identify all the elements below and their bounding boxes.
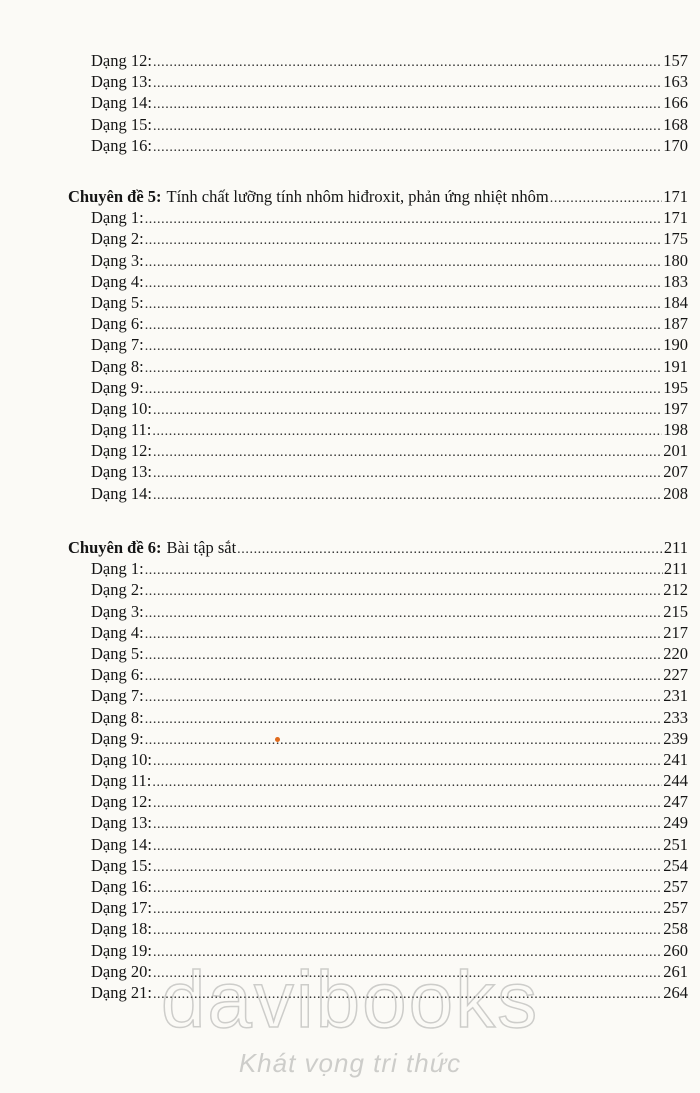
entry-page: 227: [663, 665, 688, 685]
entry-label: Dạng 12:: [91, 441, 152, 461]
dot-leader: [145, 273, 663, 294]
toc-entry: [68, 92, 688, 113]
entry-page: 195: [663, 377, 688, 397]
toc-entry: [68, 579, 688, 600]
entry-label: Dạng 18:: [91, 919, 152, 939]
toc-entry: [68, 250, 688, 271]
dot-leader: [153, 793, 662, 814]
entry-page: 168: [663, 114, 688, 134]
dot-leader: [550, 188, 662, 209]
entry-label: Dạng 3:: [91, 250, 144, 270]
entry-label: Dạng 16:: [91, 877, 152, 896]
entry-page: 183: [663, 271, 688, 291]
entry-page: 191: [663, 356, 688, 376]
entry-page: 261: [663, 961, 688, 981]
dot-leader: [153, 814, 662, 835]
entry-label: Dạng 14:: [91, 483, 152, 503]
entry-page: 257: [663, 898, 688, 918]
watermark-slogan: Khát vọng tri thức: [238, 1048, 462, 1078]
entry-label: Dạng 16:: [91, 135, 152, 155]
toc-entry: [68, 207, 688, 228]
ink-speck: [275, 737, 280, 742]
toc-entry: [68, 834, 688, 855]
dot-leader: [153, 137, 662, 158]
entry-page: 257: [663, 877, 688, 896]
entry-page: 201: [663, 441, 688, 461]
dot-leader: [145, 666, 663, 687]
dot-leader: [153, 485, 662, 506]
entry-label: Dạng 11:: [91, 771, 152, 791]
entry-page: 249: [663, 813, 688, 833]
section-title: Bài tập sắt: [166, 538, 237, 557]
dot-leader: [145, 687, 663, 708]
entry-page: 212: [663, 580, 688, 600]
entry-label: Dạng 5:: [91, 643, 144, 663]
entry-page: 207: [663, 462, 688, 482]
entry-label: Dạng 7:: [91, 686, 144, 706]
entry-page: 233: [663, 707, 688, 727]
toc-entry: [68, 271, 688, 292]
entry-page: 170: [663, 135, 688, 155]
entry-page: 258: [663, 919, 688, 939]
entry-label: Dạng 8:: [91, 707, 144, 727]
dot-leader: [153, 73, 662, 94]
entry-label: Dạng 14:: [91, 834, 152, 854]
dot-leader: [152, 772, 662, 793]
entry-page: 215: [663, 601, 688, 621]
dot-leader: [145, 581, 663, 602]
entry-page: 220: [663, 643, 688, 663]
dot-leader: [152, 421, 662, 442]
entry-label: Dạng 4:: [91, 622, 144, 642]
entry-label: Dạng 14:: [91, 93, 152, 113]
dot-leader: [153, 52, 662, 73]
toc-entry: [68, 664, 688, 685]
toc-entry: [68, 855, 688, 876]
toc-entry: [68, 791, 688, 812]
dot-leader: [153, 751, 662, 772]
entry-label: Dạng 7:: [91, 335, 144, 355]
entry-page: 244: [663, 771, 688, 791]
entry-label: Dạng 19:: [91, 940, 152, 960]
toc-entry: [68, 622, 688, 643]
entry-page: 198: [663, 420, 688, 440]
toc-entry: [68, 292, 688, 313]
entry-label: Dạng 10:: [91, 749, 152, 769]
dot-leader: [153, 463, 662, 484]
toc-top-list: [68, 50, 688, 156]
toc-entry: [68, 398, 688, 419]
toc-entry: [68, 135, 688, 156]
entry-page: 190: [663, 335, 688, 355]
entry-page: 211: [663, 559, 688, 579]
entry-page: 175: [663, 229, 688, 249]
entry-page: 171: [663, 208, 688, 228]
toc-entry: [68, 770, 688, 791]
entry-page: 247: [663, 792, 688, 812]
entry-page: 231: [663, 686, 688, 706]
dot-leader: [153, 899, 662, 920]
entry-page: 187: [663, 314, 688, 334]
entry-page: 197: [663, 398, 688, 418]
section-title: Tính chất lưỡng tính nhôm hiđroxit, phản ứng nhiệt nhôm: [166, 187, 549, 206]
toc-section-6: [68, 537, 688, 1003]
entry-label: Dạng 21:: [91, 982, 152, 1002]
toc-entry: [68, 707, 688, 728]
dot-leader: [145, 560, 663, 581]
section-heading: [68, 186, 688, 207]
entry-page: 264: [663, 982, 688, 1002]
toc-entry: [68, 812, 688, 833]
toc-entry: [68, 377, 688, 398]
entry-label: Dạng 12:: [91, 51, 152, 70]
section-page: 171: [663, 187, 688, 206]
toc-entry: [68, 728, 688, 749]
entry-page: 251: [663, 834, 688, 854]
dot-leader: [153, 836, 662, 857]
dot-leader: [153, 116, 662, 137]
dot-leader: [145, 252, 663, 273]
entry-label: Dạng 15:: [91, 855, 152, 875]
entry-label: Dạng 9:: [91, 377, 144, 397]
entry-page: 241: [663, 749, 688, 769]
toc-entry: [68, 483, 688, 504]
dot-leader: [145, 645, 663, 666]
entry-label: Dạng 10:: [91, 398, 152, 418]
entry-page: 180: [663, 250, 688, 270]
toc-entry: [68, 643, 688, 664]
entry-label: Dạng 12:: [91, 792, 152, 812]
section-label: Chuyên đề 6:: [68, 538, 162, 557]
dot-leader: [145, 336, 663, 357]
entry-page: 166: [663, 93, 688, 113]
entry-label: Dạng 13:: [91, 462, 152, 482]
toc-entry: [68, 749, 688, 770]
entry-label: Dạng 11:: [91, 420, 152, 440]
entry-label: Dạng 5:: [91, 292, 144, 312]
toc-entry: [68, 50, 688, 71]
entry-label: Dạng 1:: [91, 559, 144, 579]
toc-entry: [68, 558, 688, 579]
entry-page: 260: [663, 940, 688, 960]
toc-entry: [68, 461, 688, 482]
toc-entry: [68, 440, 688, 461]
dot-leader: [153, 878, 662, 899]
entry-label: Dạng 1:: [91, 208, 144, 228]
dot-leader: [153, 920, 662, 941]
entry-label: Dạng 17:: [91, 898, 152, 918]
toc-entry: [68, 356, 688, 377]
dot-leader: [153, 442, 662, 463]
entry-label: Dạng 3:: [91, 601, 144, 621]
entry-label: Dạng 15:: [91, 114, 152, 134]
entry-label: Dạng 4:: [91, 271, 144, 291]
entry-page: 208: [663, 483, 688, 503]
entry-label: Dạng 13:: [91, 72, 152, 92]
entry-page: 254: [663, 855, 688, 875]
toc-entry: [68, 685, 688, 706]
toc-section-5: [68, 186, 688, 504]
entry-page: 157: [663, 51, 688, 70]
toc-entry: [68, 71, 688, 92]
toc-entry: [68, 334, 688, 355]
dot-leader: [237, 539, 663, 560]
dot-leader: [153, 94, 662, 115]
entry-label: Dạng 2:: [91, 580, 144, 600]
toc-entry: [68, 114, 688, 135]
entry-page: 239: [663, 728, 688, 748]
entry-label: Dạng 9:: [91, 728, 144, 748]
section-page: 211: [663, 538, 688, 557]
dot-leader: [145, 379, 663, 400]
dot-leader: [145, 209, 663, 230]
entry-label: Dạng 6:: [91, 314, 144, 334]
dot-leader: [145, 230, 663, 251]
toc-entry: [68, 419, 688, 440]
toc-entry: [68, 228, 688, 249]
dot-leader: [153, 857, 662, 878]
entry-label: Dạng 2:: [91, 229, 144, 249]
toc-entry: [68, 918, 688, 939]
dot-leader: [145, 624, 663, 645]
dot-leader: [145, 294, 663, 315]
entry-page: 217: [663, 622, 688, 642]
dot-leader: [145, 315, 663, 336]
entry-label: Dạng 8:: [91, 356, 144, 376]
toc-entry: [68, 876, 688, 897]
entry-label: Dạng 6:: [91, 665, 144, 685]
entry-page: 184: [663, 292, 688, 312]
entry-label: Dạng 13:: [91, 813, 152, 833]
section-heading: [68, 537, 688, 558]
dot-leader: [145, 603, 663, 624]
dot-leader: [153, 400, 662, 421]
dot-leader: [145, 709, 663, 730]
entry-page: 163: [663, 72, 688, 92]
watermark-brand: davibooks: [160, 955, 540, 1044]
toc-entry: [68, 313, 688, 334]
dot-leader: [145, 730, 663, 751]
entry-label: Dạng 20:: [91, 961, 152, 981]
section-label: Chuyên đề 5:: [68, 187, 162, 206]
toc-entry: [68, 601, 688, 622]
toc-entry: [68, 897, 688, 918]
dot-leader: [145, 358, 663, 379]
